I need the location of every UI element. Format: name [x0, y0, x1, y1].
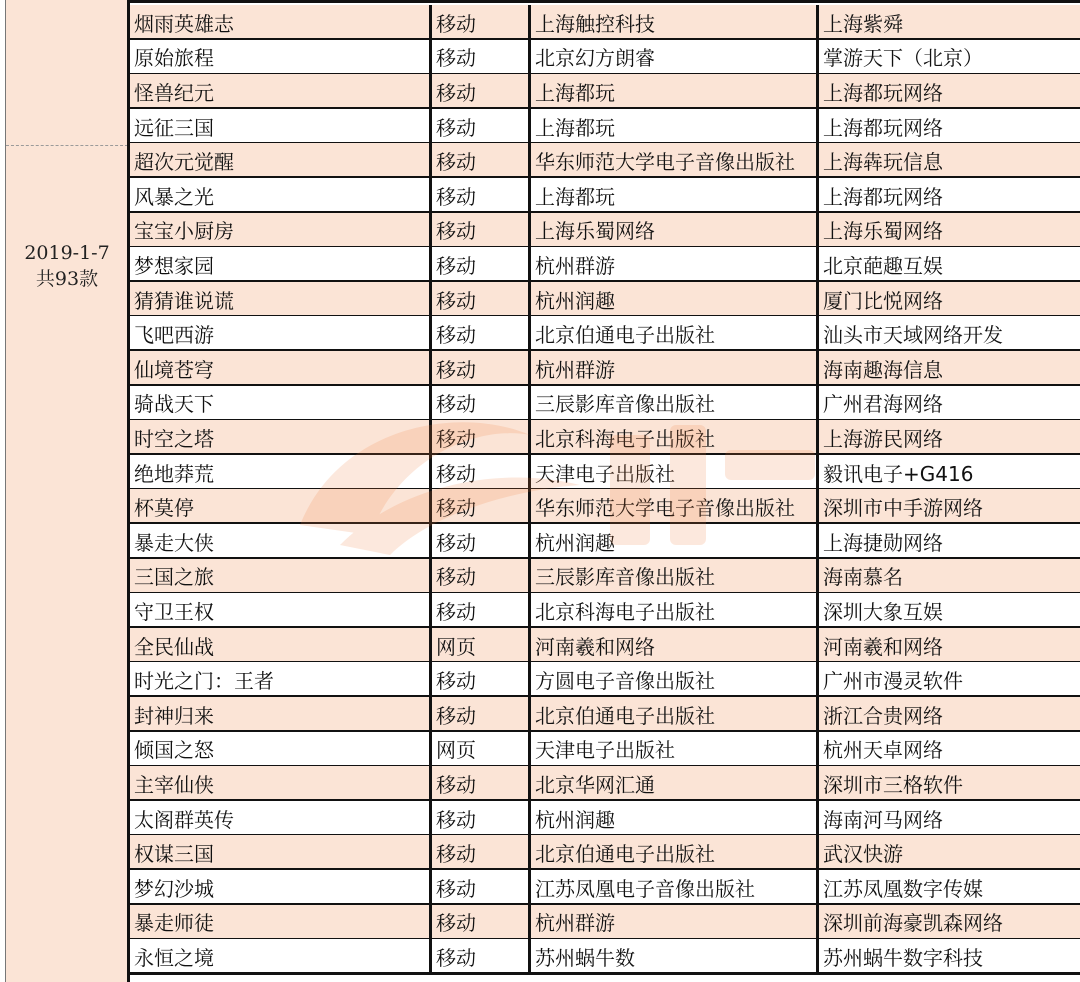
platform-cell[interactable]: 移动 [429, 247, 528, 282]
game-name-cell[interactable]: 封神归来 [134, 703, 214, 728]
platform-cell[interactable]: 移动 [429, 593, 528, 628]
game-name-cell[interactable]: 绝地莽荒 [134, 461, 214, 486]
game-name-cell[interactable]: 时空之塔 [134, 426, 214, 451]
publisher-cell[interactable]: 华东师范大学电子音像出版社 [528, 489, 816, 524]
table-row [130, 766, 1080, 801]
publisher-cell[interactable]: 方圆电子音像出版社 [528, 662, 816, 697]
game-name-cell[interactable]: 杯莫停 [134, 496, 194, 521]
table-row [130, 939, 1080, 974]
operator-cell[interactable]: 海南趣海信息 [816, 351, 1080, 386]
operator-cell[interactable]: 上海都玩网络 [816, 178, 1080, 213]
date-group-column [5, 0, 128, 982]
table-row [130, 835, 1080, 870]
table-row [130, 282, 1080, 317]
publisher-cell[interactable]: 天津电子出版社 [528, 455, 816, 490]
platform-cell[interactable]: 移动 [429, 662, 528, 697]
operator-cell[interactable]: 毅讯电子+G416 [816, 455, 1080, 490]
publisher-cell[interactable]: 杭州润趣 [528, 801, 816, 836]
table-row [130, 628, 1080, 663]
operator-cell[interactable]: 武汉快游 [816, 835, 1080, 870]
publisher-cell[interactable]: 北京伯通电子出版社 [528, 697, 816, 732]
platform-cell[interactable]: 移动 [429, 40, 528, 75]
publisher-cell[interactable]: 杭州润趣 [528, 282, 816, 317]
platform-cell[interactable]: 移动 [429, 524, 528, 559]
platform-cell[interactable]: 移动 [429, 939, 528, 974]
operator-cell[interactable]: 广州市漫灵软件 [816, 662, 1080, 697]
table-row [130, 143, 1080, 178]
platform-cell[interactable]: 移动 [429, 766, 528, 801]
platform-cell[interactable]: 移动 [429, 870, 528, 905]
game-name-cell[interactable]: 梦幻沙城 [134, 876, 214, 901]
platform-cell[interactable]: 移动 [429, 835, 528, 870]
platform-cell[interactable]: 移动 [429, 178, 528, 213]
operator-cell[interactable]: 北京葩趣互娱 [816, 247, 1080, 282]
game-name-cell[interactable]: 三国之旅 [134, 565, 214, 590]
game-name-cell[interactable]: 猜猜谁说谎 [134, 288, 234, 313]
game-name-cell[interactable]: 宝宝小厨房 [134, 219, 234, 244]
operator-cell[interactable]: 上海乐蜀网络 [816, 213, 1080, 248]
operator-cell[interactable]: 江苏凤凰数字传媒 [816, 870, 1080, 905]
operator-cell[interactable]: 上海都玩网络 [816, 109, 1080, 144]
platform-cell[interactable]: 移动 [429, 316, 528, 351]
table-row [130, 732, 1080, 767]
platform-cell[interactable]: 网页 [429, 628, 528, 663]
platform-cell[interactable]: 移动 [429, 74, 528, 109]
game-name-cell[interactable]: 骑战天下 [134, 392, 214, 417]
operator-cell[interactable]: 海南河马网络 [816, 801, 1080, 836]
table-row [130, 870, 1080, 905]
platform-cell[interactable]: 移动 [429, 455, 528, 490]
publisher-cell[interactable]: 上海都玩 [528, 178, 816, 213]
publisher-cell[interactable]: 杭州润趣 [528, 524, 816, 559]
table-row [130, 351, 1080, 386]
date-group-count: 共93款 [35, 268, 99, 290]
game-name-cell[interactable]: 飞吧西游 [134, 323, 214, 348]
operator-cell[interactable]: 深圳前海豪凯森网络 [816, 905, 1080, 940]
publisher-cell[interactable]: 北京科海电子出版社 [528, 420, 816, 455]
operator-cell[interactable]: 广州君海网络 [816, 386, 1080, 421]
platform-cell[interactable]: 移动 [429, 5, 528, 40]
publisher-cell[interactable]: 苏州蜗牛数 [528, 939, 816, 974]
platform-cell[interactable]: 移动 [429, 801, 528, 836]
platform-cell[interactable]: 移动 [429, 559, 528, 594]
publisher-cell[interactable]: 北京华网汇通 [528, 766, 816, 801]
game-name-cell[interactable]: 梦想家园 [134, 253, 214, 278]
game-name-cell[interactable]: 风暴之光 [134, 184, 214, 209]
publisher-cell[interactable]: 上海乐蜀网络 [528, 213, 816, 248]
platform-cell[interactable]: 移动 [429, 905, 528, 940]
game-name-cell[interactable]: 守卫王权 [134, 599, 214, 624]
operator-cell[interactable]: 上海都玩网络 [816, 74, 1080, 109]
operator-cell[interactable]: 厦门比悦网络 [816, 282, 1080, 317]
publisher-cell[interactable]: 杭州群游 [528, 351, 816, 386]
operator-cell[interactable]: 深圳市中手游网络 [816, 489, 1080, 524]
table-row [130, 593, 1080, 628]
table-top-border [130, 0, 1080, 3]
game-name-cell[interactable]: 太阁群英传 [134, 807, 234, 832]
publisher-cell[interactable]: 杭州群游 [528, 905, 816, 940]
game-name-cell[interactable]: 主宰仙侠 [134, 772, 214, 797]
date-group-date: 2019-1-7 [24, 242, 110, 264]
table-row [130, 801, 1080, 836]
table-row [130, 178, 1080, 213]
publisher-cell[interactable]: 天津电子出版社 [528, 732, 816, 767]
game-name-cell[interactable]: 权谋三国 [134, 842, 214, 867]
operator-cell[interactable]: 汕头市天域网络开发 [816, 316, 1080, 351]
game-name-cell[interactable]: 仙境苍穹 [134, 357, 214, 382]
operator-cell[interactable]: 上海紫舜 [816, 5, 1080, 40]
table-row [130, 559, 1080, 594]
table-row [130, 40, 1080, 75]
table-row [130, 5, 1080, 40]
game-name-cell[interactable]: 倾国之怒 [134, 738, 214, 763]
game-name-cell[interactable]: 暴走师徒 [134, 911, 214, 936]
game-name-cell[interactable]: 永恒之境 [134, 945, 214, 970]
operator-cell[interactable]: 上海游民网络 [816, 420, 1080, 455]
publisher-cell[interactable]: 上海都玩 [528, 109, 816, 144]
publisher-cell[interactable]: 上海都玩 [528, 74, 816, 109]
platform-cell[interactable]: 移动 [429, 109, 528, 144]
game-approval-table [127, 0, 1080, 982]
game-name-cell[interactable]: 怪兽纪元 [134, 80, 214, 105]
publisher-cell[interactable]: 三辰影库音像出版社 [528, 386, 816, 421]
publisher-cell[interactable]: 华东师范大学电子音像出版社 [528, 143, 816, 178]
platform-cell[interactable]: 移动 [429, 143, 528, 178]
platform-cell[interactable]: 移动 [429, 282, 528, 317]
table-row [130, 524, 1080, 559]
table-row [130, 247, 1080, 282]
publisher-cell[interactable]: 三辰影库音像出版社 [528, 559, 816, 594]
table-row [130, 74, 1080, 109]
platform-cell[interactable]: 移动 [429, 386, 528, 421]
operator-cell[interactable]: 浙江合贵网络 [816, 697, 1080, 732]
operator-cell[interactable]: 河南羲和网络 [816, 628, 1080, 663]
game-name-cell[interactable]: 烟雨英雄志 [134, 11, 234, 36]
publisher-cell[interactable]: 上海触控科技 [528, 5, 816, 40]
operator-cell[interactable]: 深圳大象互娱 [816, 593, 1080, 628]
operator-cell[interactable]: 上海捷勋网络 [816, 524, 1080, 559]
publisher-cell[interactable]: 北京幻方朗睿 [528, 40, 816, 75]
publisher-cell[interactable]: 河南羲和网络 [528, 628, 816, 663]
table-row [130, 489, 1080, 524]
publisher-cell[interactable]: 江苏凤凰电子音像出版社 [528, 870, 816, 905]
operator-cell[interactable]: 上海犇玩信息 [816, 143, 1080, 178]
publisher-cell[interactable]: 北京伯通电子出版社 [528, 316, 816, 351]
platform-cell[interactable]: 移动 [429, 351, 528, 386]
table-row [130, 109, 1080, 144]
date-group-label [6, 240, 128, 292]
operator-cell[interactable]: 海南慕名 [816, 559, 1080, 594]
game-name-cell[interactable]: 暴走大侠 [134, 530, 214, 555]
table-row [130, 386, 1080, 421]
operator-cell[interactable]: 掌游天下（北京） [816, 40, 1080, 75]
operator-cell[interactable]: 苏州蜗牛数字科技 [816, 939, 1080, 974]
table-row [130, 455, 1080, 490]
table-row [130, 420, 1080, 455]
publisher-cell[interactable]: 北京伯通电子出版社 [528, 835, 816, 870]
platform-cell[interactable]: 移动 [429, 489, 528, 524]
publisher-cell[interactable]: 杭州群游 [528, 247, 816, 282]
operator-cell[interactable]: 杭州天卓网络 [816, 732, 1080, 767]
date-group-separator [6, 145, 128, 146]
table-row [130, 316, 1080, 351]
table-row [130, 662, 1080, 697]
game-name-cell[interactable]: 超次元觉醒 [134, 150, 234, 175]
platform-cell[interactable]: 移动 [429, 213, 528, 248]
game-name-cell[interactable]: 原始旅程 [134, 46, 214, 71]
platform-cell[interactable]: 移动 [429, 420, 528, 455]
table-row [130, 905, 1080, 940]
table-row [130, 213, 1080, 248]
publisher-cell[interactable]: 北京科海电子出版社 [528, 593, 816, 628]
game-name-cell[interactable]: 时光之门：王者 [134, 669, 274, 694]
operator-cell[interactable]: 深圳市三格软件 [816, 766, 1080, 801]
game-name-cell[interactable]: 远征三国 [134, 115, 214, 140]
game-name-cell[interactable]: 全民仙战 [134, 634, 214, 659]
platform-cell[interactable]: 移动 [429, 697, 528, 732]
platform-cell[interactable]: 网页 [429, 732, 528, 767]
table-row [130, 697, 1080, 732]
